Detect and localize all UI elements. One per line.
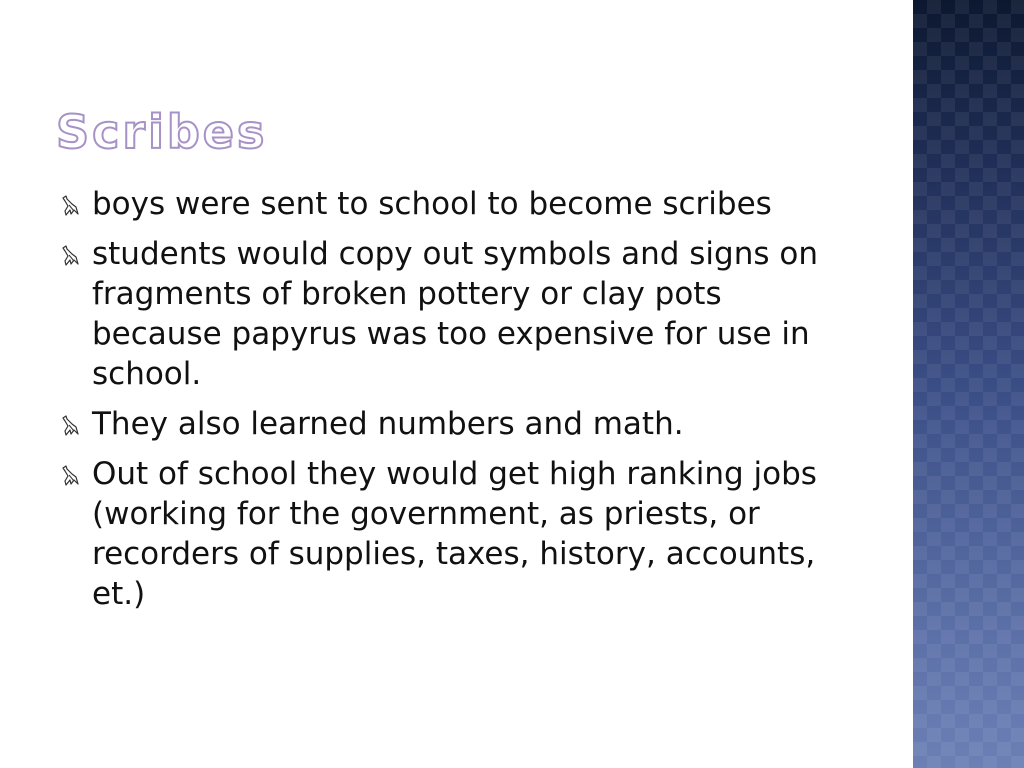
bullet-text: Out of school they would get high ranking jobs (working for the government, as priests, or recorders of supplies, taxes, history, accounts, et.) bbox=[92, 456, 817, 612]
ibis-hieroglyph-icon bbox=[60, 415, 80, 437]
bullet-item bbox=[60, 184, 860, 224]
ibis-hieroglyph-icon bbox=[60, 465, 80, 487]
bullet-text: students would copy out symbols and signs on fragments of broken pottery or clay pots because papyrus was too expensive for use in school. bbox=[92, 236, 818, 392]
bullet-item bbox=[60, 234, 860, 394]
diamond-pattern bbox=[913, 0, 1024, 768]
decorative-side-panel bbox=[913, 0, 1024, 768]
bullet-text: boys were sent to school to become scribes bbox=[92, 186, 772, 222]
bullet-text: They also learned numbers and math. bbox=[92, 406, 684, 442]
bullet-item bbox=[60, 454, 860, 614]
slide-title: Scribes bbox=[56, 105, 268, 159]
ibis-hieroglyph-icon bbox=[60, 195, 80, 217]
ibis-hieroglyph-icon bbox=[60, 245, 80, 267]
bullet-list bbox=[60, 184, 860, 624]
bullet-item bbox=[60, 404, 860, 444]
